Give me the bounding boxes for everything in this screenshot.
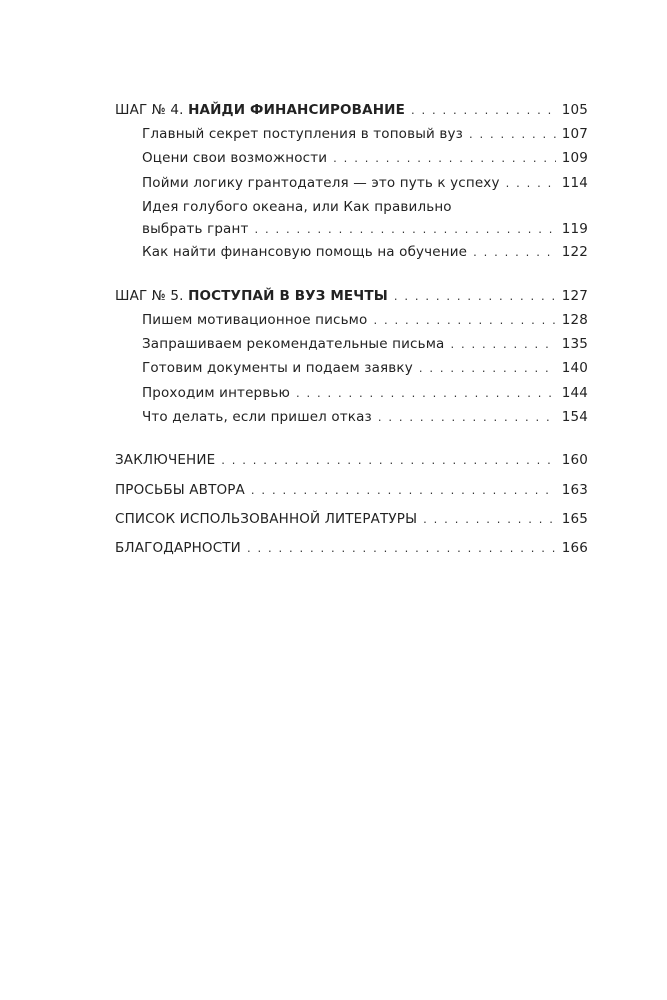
toc-back-matter-author-requests bbox=[115, 479, 588, 501]
toc-item bbox=[142, 382, 588, 404]
toc-item bbox=[142, 123, 588, 145]
page-number: 128 bbox=[561, 312, 588, 328]
page-number: 107 bbox=[561, 126, 588, 142]
toc-item-title: ЗАКЛЮЧЕНИЕ bbox=[115, 452, 216, 468]
toc-item bbox=[142, 241, 588, 263]
leader-dots bbox=[419, 357, 556, 379]
section-heading: НАЙДИ ФИНАНСИРОВАНИЕ bbox=[188, 102, 405, 118]
toc-item bbox=[142, 147, 588, 169]
page-number: 163 bbox=[561, 482, 588, 498]
toc-item bbox=[142, 333, 588, 355]
leader-dots bbox=[506, 172, 556, 194]
toc-item-title: Запрашиваем рекомендательные письма bbox=[142, 336, 445, 352]
toc-item-title: Пойми логику грантодателя — это путь к успеху bbox=[142, 175, 500, 191]
page-number: 109 bbox=[561, 150, 588, 166]
leader-dots bbox=[411, 99, 556, 121]
leader-dots bbox=[221, 449, 556, 471]
toc-item-title: Проходим интервью bbox=[142, 385, 290, 401]
toc-item bbox=[142, 357, 588, 379]
leader-dots bbox=[254, 218, 555, 240]
toc-section-title bbox=[115, 99, 405, 121]
section-heading: ПОСТУПАЙ В ВУЗ МЕЧТЫ bbox=[188, 288, 388, 304]
leader-dots bbox=[373, 309, 555, 331]
page-number: 122 bbox=[561, 244, 588, 260]
leader-dots bbox=[247, 537, 556, 559]
toc-item-title: Готовим документы и подаем заявку bbox=[142, 360, 413, 376]
page-number: 144 bbox=[561, 385, 588, 401]
toc-item-title-line1: Идея голубого океана, или Как правильно bbox=[142, 199, 452, 215]
toc-item-title-line2: выбрать грант bbox=[142, 221, 249, 237]
page-number: 160 bbox=[561, 452, 588, 468]
toc-item bbox=[142, 406, 588, 428]
leader-dots bbox=[423, 508, 556, 530]
leader-dots bbox=[469, 123, 556, 145]
section-label: ШАГ № 5. bbox=[115, 288, 184, 304]
leader-dots bbox=[473, 241, 556, 263]
toc-item bbox=[142, 172, 588, 194]
toc-back-matter-conclusion bbox=[115, 449, 588, 471]
page-number: 165 bbox=[561, 511, 588, 527]
toc-section-title bbox=[115, 285, 388, 307]
toc-item-title: Что делать, если пришел отказ bbox=[142, 409, 372, 425]
toc-item-title: СПИСОК ИСПОЛЬЗОВАННОЙ ЛИТЕРАТУРЫ bbox=[115, 511, 418, 527]
page-number: 119 bbox=[561, 221, 588, 237]
leader-dots bbox=[450, 333, 555, 355]
page-number: 154 bbox=[561, 409, 588, 425]
page-number: 114 bbox=[561, 175, 588, 191]
toc-item-title: Главный секрет поступления в топовый вуз bbox=[142, 126, 463, 142]
toc-section-4 bbox=[115, 99, 588, 121]
section-label: ШАГ № 4. bbox=[115, 102, 184, 118]
page-number: 166 bbox=[561, 540, 588, 556]
leader-dots bbox=[378, 406, 556, 428]
leader-dots bbox=[394, 285, 556, 307]
page-number: 135 bbox=[561, 336, 588, 352]
page-number: 105 bbox=[561, 102, 588, 118]
leader-dots bbox=[296, 382, 556, 404]
toc-item-title: ПРОСЬБЫ АВТОРА bbox=[115, 482, 245, 498]
leader-dots bbox=[251, 479, 556, 501]
toc-item bbox=[142, 309, 588, 331]
page-number: 140 bbox=[561, 360, 588, 376]
page-number: 127 bbox=[561, 288, 588, 304]
toc-item-title: Пишем мотивационное письмо bbox=[142, 312, 368, 328]
toc-item-title: БЛАГОДАРНОСТИ bbox=[115, 540, 241, 556]
toc-item-title: Как найти финансовую помощь на обучение bbox=[142, 244, 468, 260]
toc-item-title: Оцени свои возможности bbox=[142, 150, 328, 166]
leader-dots bbox=[333, 147, 556, 169]
toc-item-multiline bbox=[142, 196, 588, 240]
toc-back-matter-acknowledgements bbox=[115, 537, 588, 559]
toc-back-matter-references bbox=[115, 508, 588, 530]
toc-section-5 bbox=[115, 285, 588, 307]
